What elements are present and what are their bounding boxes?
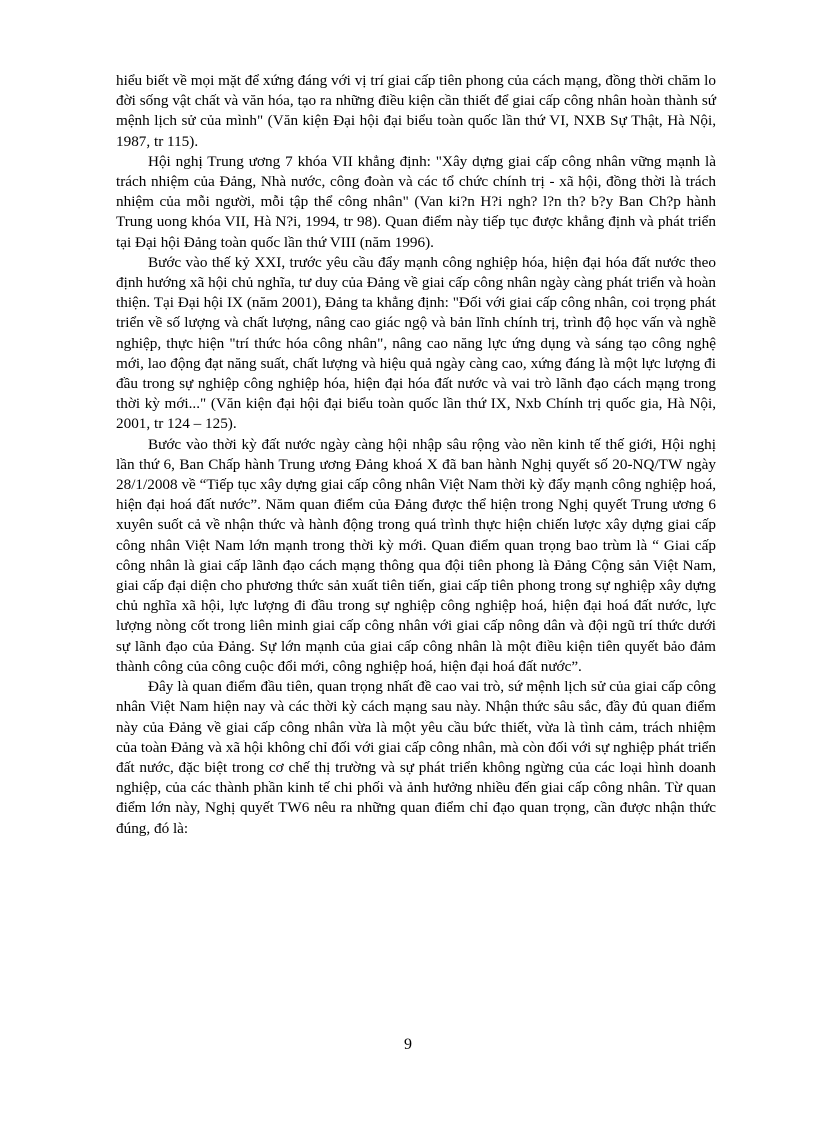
paragraph-continuation: hiểu biết về mọi mặt để xứng đáng với vị trí giai cấp tiên phong của cách mạng, đồng thời chăm lo đời sống vật chất và văn hóa, tạo ra những điều kiện cần thiết để giai cấp công nhân hoàn thành sứ mệnh lịch sử của mình" (Văn kiện Đại hội đại biểu toàn quốc lần thứ VI, NXB Sự Thật, Hà Nội, 1987, tr 115).	[116, 72, 716, 150]
document-body	[116, 71, 716, 839]
page-number: 9	[404, 1036, 412, 1053]
paragraph-21st-century: Bước vào thế kỷ XXI, trước yêu cầu đẩy mạnh công nghiệp hóa, hiện đại hóa đất nước theo định hướng xã hội chủ nghĩa, tư duy của Đảng về giai cấp công nhân ngày càng phát triển và hoàn thiện. Tại Đại hội IX (năm 2001), Đảng ta khẳng định: "Đối với giai cấp công nhân, coi trọng phát triển về số lượng và chất lượng, nâng cao giác ngộ và bản lĩnh chính trị, trình độ học vấn và nghề nghiệp, thực hiện "trí thức hóa công nhân", nâng cao năng lực ứng dụng và sáng tạo công nghệ mới, lao động đạt năng suất, chất lượng và hiệu quả ngày càng cao, xứng đáng là một lực lượng đi đầu trong sự nghiệp công nghiệp hóa, hiện đại hóa đất nước và vai trò lãnh đạo cách mạng trong thời kỳ mới..." (Văn kiện đại hội đại biểu toàn quốc lần thứ IX, Nxb Chính trị quốc gia, Hà Nội, 2001, tr 124 – 125).	[116, 253, 716, 433]
paragraph-conference-7: Hội nghị Trung ương 7 khóa VII khẳng định: "Xây dựng giai cấp công nhân vững mạnh là trách nhiệm của Đảng, Nhà nước, công đoàn và các tổ chức chính trị - xã hội, đồng thời là trách nhiệm của mỗi người, mỗi tập thể công nhân" (Van ki?n H?i ngh? l?n th? b?y Ban Ch?p hành Trung uong khóa VII, Hà N?i, 1994, tr 98). Quan điểm này tiếp tục được khẳng định và phát triển tại Đại hội Đảng toàn quốc lần thứ VIII (năm 1996).	[116, 152, 716, 251]
paragraph-resolution-20: Bước vào thời kỳ đất nước ngày càng hội nhập sâu rộng vào nền kinh tế thế giới, Hội nghị lần thứ 6, Ban Chấp hành Trung ương Đảng khoá X đã ban hành Nghị quyết số 20-NQ/TW ngày 28/1/2008 về “Tiếp tục xây dựng giai cấp công nhân Việt Nam thời kỳ đẩy mạnh công nghiệp hoá, hiện đại hoá đất nước”. Năm quan điểm của Đảng được thể hiện trong Nghị quyết Trung ương 6 xuyên suốt cả về nhận thức và hành động trong quá trình thực hiện chiến lược xây dựng giai cấp công nhân Việt Nam lớn mạnh trong thời kỳ mới. Quan điểm quan trọng bao trùm là “ Giai cấp công nhân là giai cấp lãnh đạo cách mạng thông qua đội tiên phong là Đảng Cộng sản Việt Nam, giai cấp đại diện cho phương thức sản xuất tiên tiến, giai cấp tiên phong trong sự nghiệp xây dựng chủ nghĩa xã hội, lực lượng đi đầu trong sự nghiệp công nghiệp hoá, hiện đại hoá đất nước, lực lượng nòng cốt trong liên minh giai cấp công nhân với giai cấp nông dân và đội ngũ trí thức dưới sự lãnh đạo của Đảng. Sự lớn mạnh của giai cấp công nhân là một điều kiện tiên quyết bảo đảm thành công của công cuộc đổi mới, công nghiệp hoá, hiện đại hoá đất nước”.	[116, 435, 716, 675]
paragraph-first-viewpoint: Đây là quan điểm đầu tiên, quan trọng nhất đề cao vai trò, sứ mệnh lịch sử của giai cấp công nhân Việt Nam hiện nay và các thời kỳ cách mạng sau này. Nhận thức sâu sắc, đầy đủ quan điểm này của Đảng về giai cấp công nhân vừa là một yêu cầu bức thiết, vừa là tình cảm, trách nhiệm của toàn Đảng và xã hội không chỉ đối với giai cấp công nhân, mà còn đối với sự nghiệp phát triển đất nước, đặc biệt trong cơ chế thị trường và sự phát triển không ngừng của các loại hình doanh nghiệp, của các thành phần kinh tế chi phối và ảnh hưởng nhiều đến giai cấp công nhân. Từ quan điểm lớn này, Nghị quyết TW6 nêu ra những quan điểm chỉ đạo quan trọng, cần được nhận thức đúng, đó là:	[116, 678, 716, 837]
